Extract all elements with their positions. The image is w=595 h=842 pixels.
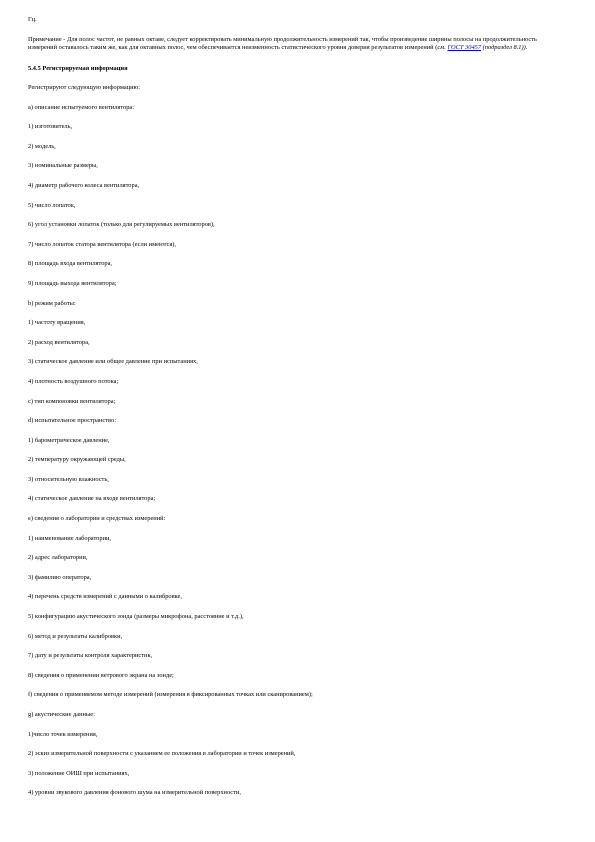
list-item: 7) число лопаток статора вентилятора (если имеются),: [28, 240, 177, 248]
list-item: 5) конфигурацию акустического зонда (размеры микрофона, расстояние и т.д.),: [28, 613, 244, 621]
gost-link[interactable]: ГОСТ 30457: [447, 44, 482, 51]
list-item: 1)число точек измерения,: [28, 730, 98, 738]
list-item: d) испытательное пространство:: [28, 417, 116, 425]
list-item: 1) барометрическое давление,: [28, 436, 110, 444]
list-item: 1) изготовитель,: [28, 123, 73, 131]
list-item: 1) наименование лаборатории,: [28, 534, 112, 542]
list-item: 3) положение ОИШ при испытаниях,: [28, 769, 130, 777]
list-item: 4) диаметр рабочего колеса вентилятора,: [28, 181, 140, 189]
note-paragraph: [28, 36, 560, 52]
info-list: [28, 84, 560, 797]
top-fragment: Гц.: [28, 16, 37, 23]
list-item: 8) сведения о применении ветрового экрана на зонде;: [28, 671, 174, 679]
list-item: 6) угол установки лопаток (только для регулируемых вентиляторов),: [28, 221, 215, 229]
list-item: c) тип компоновки вентилятора;: [28, 397, 116, 405]
list-item: 2) температуру окружающей среды,: [28, 456, 126, 464]
list-item: f) сведения о применяемом методе измерений (измерения в фиксированных точках или сканированием);: [28, 691, 313, 699]
list-item: 3) номинальные размеры,: [28, 162, 98, 170]
list-item: 1) частоту вращения,: [28, 319, 86, 327]
list-item: 3) фамилию оператора,: [28, 573, 92, 581]
list-item: 3) статическое давление или общее давление при испытаниях,: [28, 358, 198, 366]
list-item: b) режим работы:: [28, 299, 76, 307]
list-item: 2) адрес лаборатории,: [28, 554, 88, 562]
list-item: Регистрируют следующую информацию:: [28, 84, 141, 91]
list-item: 4) плотность воздушного потока;: [28, 377, 119, 385]
note-ref-pre: см.: [437, 44, 448, 51]
list-item: e) сведения о лаборатории и средствах измерений:: [28, 515, 166, 523]
list-item: 5) число лопаток,: [28, 201, 76, 209]
list-item: 4) статическое давление на входе вентилятора;: [28, 495, 156, 503]
list-item: 2) модель,: [28, 142, 56, 150]
list-item: 7) дату и результаты контроля характеристик,: [28, 652, 153, 660]
list-item: 9) площадь выхода вентилятора;: [28, 279, 117, 287]
list-item: 2) расход вентилятора,: [28, 338, 90, 346]
list-item: 6) метод и результаты калибровки,: [28, 632, 123, 640]
list-item: 2) эскиз измерительной поверхности с указанием ее положения в лаборатории и точек измерений,: [28, 750, 296, 758]
list-item: 4) уровни звукового давления фонового шума на измерительной поверхности,: [28, 789, 241, 797]
note-end: .: [525, 44, 528, 51]
note-text: Примечание - Для полос частот, не равных октаве, следует корректировать минимальную продолжительность измерений так, чтобы произведение ширины полосы на продолжительность измерений оставалось таким же, как для октавных полос, чем обеспечивается неизменность статистического уровня доверия результатов измерений (: [28, 36, 537, 51]
note-ref-post: (подраздел 8.1)): [481, 44, 526, 51]
list-item: a) описание испытуемого вентилятора:: [28, 103, 135, 111]
section-title: 5.4.5 Регистрируемая информация: [28, 65, 128, 72]
document-page: [28, 16, 560, 809]
list-item: 3) относительную влажность,: [28, 475, 109, 483]
list-item: 4) перечень средств измерений с данными о калибровке,: [28, 593, 182, 601]
list-item: g) акустические данные:: [28, 711, 95, 718]
list-item: 8) площадь входа вентилятора,: [28, 260, 113, 268]
